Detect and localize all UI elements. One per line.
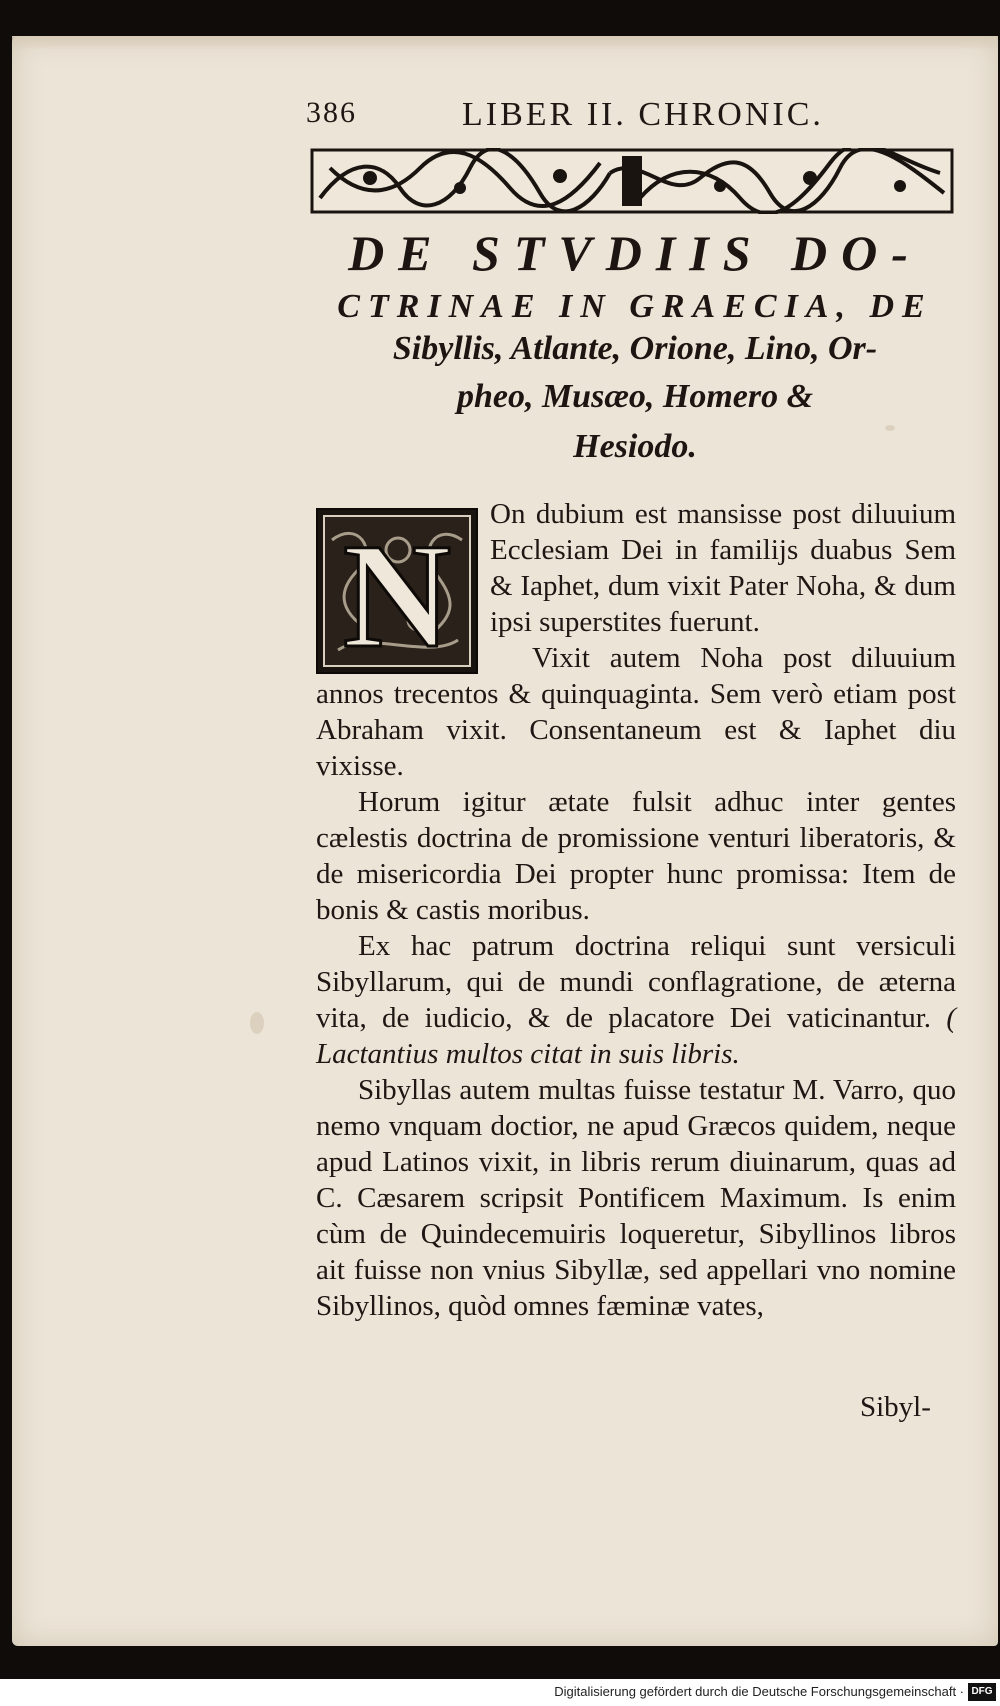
paragraph-4-text: Ex hac patrum doctrina reliqui sunt versiculi Sibyllarum, qui de mundi conflagratione, de æterna vita, de iudicio, & de placatore Dei vaticinantur. xyxy=(316,930,956,1034)
running-header xyxy=(306,96,846,136)
initial-spacer xyxy=(316,496,490,670)
title-line-5: Hesiodo. xyxy=(573,428,697,465)
paper-stain xyxy=(250,1012,264,1034)
page-edge-shadow xyxy=(12,36,998,50)
running-title: LIBER II. CHRONIC. xyxy=(462,96,824,133)
dfg-logo: DFG xyxy=(968,1683,996,1701)
marginal-note: ( Lactantius multos citat in suis libris. xyxy=(316,1002,957,1070)
initial-letter: N xyxy=(342,513,452,672)
paragraph-5: Sibyllas autem multas fuisse testatur M. Varro, quo nemo vnquam doctior, ne apud Græcos quidem, neque apud Latinos vixit, in libris rerum diuinarum, quas ad C. Cæsarem scripsit Pontificem Maximum. Is enim cùm de Quindecemuiris loqueretur, Sibyllinos libros ait fuisse non vnius Sibyllæ, sed appellari vno nomine Sibyllinos, quòd omnes fæminæ vates, xyxy=(316,1074,956,1322)
funding-credit: Digitalisierung gefördert durch die Deutsche Forschungsgemeinschaft · xyxy=(554,1684,964,1699)
footer-bar xyxy=(0,1679,1000,1706)
title-line-4: pheo, Musæo, Homero & xyxy=(456,378,814,415)
body-text xyxy=(316,496,956,1324)
paragraph-4 xyxy=(316,928,956,1072)
catchword: Sibyl- xyxy=(860,1391,931,1423)
decorative-headpiece xyxy=(310,148,954,214)
paragraph-2: Vixit autem Noha post diluuium annos trecentos & quinquaginta. Sem verò etiam post Abraham vixit. Consentaneum est & Iaphet diu vixisse. xyxy=(316,642,956,782)
title-line-1: DE STVDIIS DO- xyxy=(348,225,922,281)
paragraph-3: Horum igitur ætate fulsit adhuc inter gentes cælestis doctrina de promissione venturi liberatoris, & de misericordia Dei propter hunc promissa: Item de bonis & castis moribus. xyxy=(316,786,956,926)
paragraph-1: On dubium est mansisse post diluuium Ecclesiam Dei in familijs duabus Sem & Iaphet, dum vixit Pater Noha, & dum ipsi superstites fuerunt. xyxy=(490,498,956,638)
title-line-2: CTRINAE IN GRAECIA, DE xyxy=(337,288,933,325)
page-number: 386 xyxy=(306,96,357,129)
title-line-3: Sibyllis, Atlante, Orione, Lino, Or- xyxy=(392,330,878,367)
